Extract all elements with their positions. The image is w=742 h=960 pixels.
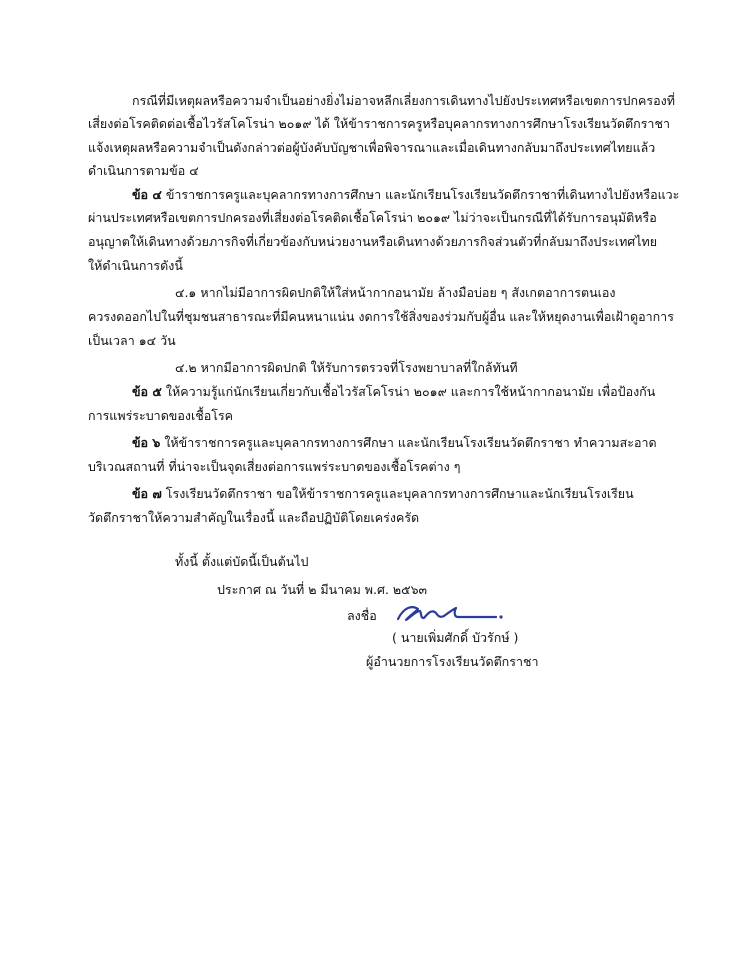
- item4-label: ข้อ ๔: [132, 187, 162, 202]
- item6-label: ข้อ ๖: [132, 435, 161, 450]
- item7-line2: วัดตึกราชาให้ความสำคัญในเรื่องนี้ และถือปฏิบัติโดยเคร่งครัด: [88, 510, 420, 525]
- item7-first-line: [132, 484, 634, 504]
- signer-title: ผู้อำนวยการโรงเรียนวัดตึกราชา: [366, 654, 539, 669]
- item5-line2: การแพร่ระบาดของเชื้อโรค: [88, 408, 234, 423]
- item4-first-line: [132, 185, 679, 205]
- signer-name: ( นายเพิ่มศักดิ์ บัวรักษ์ ): [392, 630, 519, 645]
- item7-label: ข้อ ๗: [132, 486, 162, 501]
- para1-line1: กรณีที่มีเหตุผลหรือความจำเป็นอย่างยิ่งไม่อาจหลีกเลี่ยงการเดินทางไปยังประเทศหรือเขตการปกครองที่: [132, 93, 675, 108]
- item4-1-line2: ควรงดออกไปในที่ชุมชนสาธารณะที่มีคนหนาแน่น งดการใช้สิ่งของร่วมกับผู้อื่น และให้หยุดงานเพื่อเฝ้าดูอาการ: [88, 309, 674, 324]
- item5-label: ข้อ ๕: [132, 384, 162, 399]
- para1-line3: แจ้งเหตุผลหรือความจำเป็นดังกล่าวต่อผู้บังคับบัญชาเพื่อพิจารณาและเมื่อเดินทางกลับมาถึงประเทศไทยแล้ว: [88, 140, 656, 155]
- item4-line2: ผ่านประเทศหรือเขตการปกครองที่เสี่ยงต่อโรคติดเชื้อโคโรน่า ๒๐๑๙ ไม่ว่าจะเป็นกรณีที่ได้รับการอนุมัติหรือ: [88, 210, 657, 225]
- item6-text: ให้ข้าราชการครูและบุคลากรทางการศึกษา และนักเรียนโรงเรียนวัดตึกราชา ทำความสะอาด: [164, 435, 657, 450]
- signature-image: [394, 599, 504, 629]
- item7-text: โรงเรียนวัดตึกราชา ขอให้ข้าราชการครูและบุคลากรทางการศึกษาและนักเรียนโรงเรียน: [165, 486, 634, 501]
- item6-line2: บริเวณสถานที่ ที่น่าจะเป็นจุดเสี่ยงต่อการแพร่ระบาดของเชื้อโรคต่าง ๆ: [88, 459, 461, 474]
- item5-text: ให้ความรู้แก่นักเรียนเกี่ยวกับเชื้อไวรัสโคโรน่า ๒๐๑๙ และการใช้หน้ากากอนามัย เพื่อป้องกัน: [165, 384, 656, 399]
- para1-line4: ดำเนินการตามข้อ ๔: [88, 163, 199, 178]
- announcement-date: ประกาศ ณ วันที่ ๒ มีนาคม พ.ศ. ๒๕๖๓: [217, 582, 428, 597]
- item4-1-line3: เป็นเวลา ๑๔ วัน: [88, 333, 176, 348]
- item4-text: ข้าราชการครูและบุคลากรทางการศึกษา และนักเรียนโรงเรียนวัดตึกราชาที่เดินทางไปยังหรือแวะ: [165, 187, 680, 202]
- item5-first-line: [132, 382, 655, 402]
- effective-statement: ทั้งนี้ ตั้งแต่บัดนี้เป็นต้นไป: [175, 554, 309, 569]
- item4-line4: ให้ดำเนินการดังนี้: [88, 258, 183, 273]
- item4-2-line: ๔.๒ หากมีอาการผิดปกติ ให้รับการตรวจที่โรงพยาบาลที่ใกล้ทันที: [175, 360, 518, 375]
- item6-first-line: [132, 433, 657, 453]
- sign-label: ลงชื่อ: [347, 608, 377, 623]
- item4-line3: อนุญาตให้เดินทางด้วยภารกิจที่เกี่ยวข้องกับหน่วยงานหรือเดินทางด้วยภารกิจส่วนตัวที่กลับมาถึงประเทศไทย: [88, 234, 658, 249]
- item4-1-line1: ๔.๑ หากไม่มีอาการผิดปกติให้ใส่หน้ากากอนามัย ล้างมือบ่อย ๆ สังเกตอาการตนเอง: [175, 285, 616, 300]
- para1-line2: เสี่ยงต่อโรคติดต่อเชื้อไวรัสโคโรน่า ๒๐๑๙ ได้ ให้ข้าราชการครูหรือบุคลากรทางการศึกษาโรงเรียนวัดตึกราชา: [88, 116, 670, 131]
